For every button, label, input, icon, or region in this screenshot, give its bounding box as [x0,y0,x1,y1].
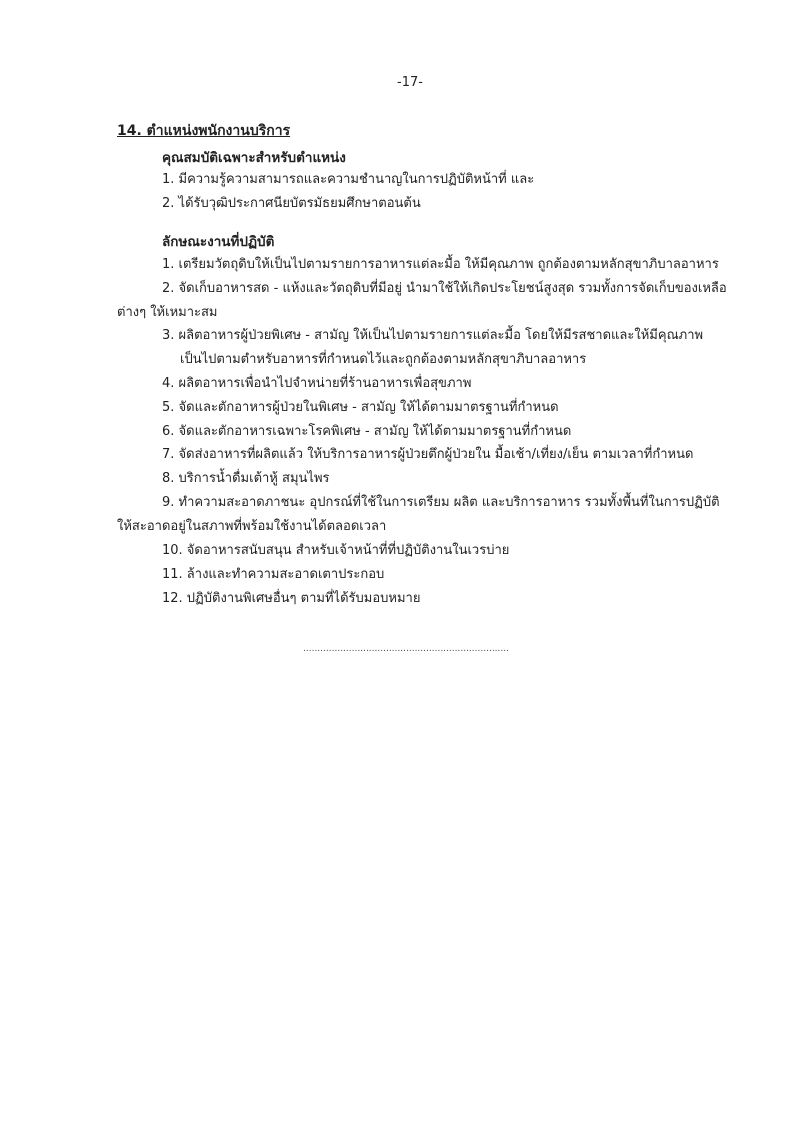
page-number: -17- [397,75,423,90]
end-divider: ........................................................................ [303,644,509,654]
duty-item: 12. ปฏิบัติงานพิเศษอื่นๆ ตามที่ได้รับมอบหมาย [162,591,421,606]
duty-item-continuation: ให้สะอาดอยู่ในสภาพที่พร้อมใช้งานได้ตลอดเวลา [117,519,387,534]
duty-item-continuation: เป็นไปตามตำหรับอาหารที่กำหนดไว้และถูกต้องตามหลักสุขาภิบาลอาหาร [180,352,587,367]
qualifications-heading: คุณสมบัติเฉพาะสำหรับตำแหน่ง [162,150,346,166]
duty-item: 4. ผลิตอาหารเพื่อนำไปจำหน่ายที่ร้านอาหารเพื่อสุขภาพ [162,376,472,391]
duty-item: 7. จัดส่งอาหารที่ผลิตแล้ว ให้บริการอาหารผู้ป่วยตึกผู้ป่วยใน มื้อเช้า/เที่ยง/เย็น ตามเวลาที่กำหนด [162,447,694,462]
qualification-item: 1. มีความรู้ความสามารถและความชำนาญในการปฏิบัติหน้าที่ และ [162,172,535,187]
duty-item: 8. บริการน้ำดื่มเต้าหู้ สมุนไพร [162,471,330,486]
duty-item-continuation: ต่างๆ ให้เหมาะสม [117,305,218,320]
duty-item: 1. เตรียมวัตถุดิบให้เป็นไปตามรายการอาหารแต่ละมื้อ ให้มีคุณภาพ ถูกต้องตามหลักสุขาภิบาลอาหาร [162,257,719,272]
qualification-item: 2. ได้รับวุฒิประกาศนียบัตรมัธยมศึกษาตอนต้น [162,196,421,211]
duty-item: 3. ผลิตอาหารผู้ป่วยพิเศษ - สามัญ ให้เป็นไปตามรายการแต่ละมื้อ โดยให้มีรสชาดและให้มีคุณภาพ [162,328,704,343]
duty-item: 2. จัดเก็บอาหารสด - แห้งและวัตถุดิบที่มีอยู่ นำมาใช้ให้เกิดประโยชน์สูงสุด รวมทั้งการจัดเก็บของเหลือ [162,281,727,296]
duty-item: 6. จัดและตักอาหารเฉพาะโรคพิเศษ - สามัญ ให้ได้ตามมาตรฐานที่กำหนด [162,424,572,439]
duty-item: 11. ล้างและทำความสะอาดเตาประกอบ [162,567,385,582]
duty-item: 9. ทำความสะอาดภาชนะ อุปกรณ์ที่ใช้ในการเตรียม ผลิต และบริการอาหาร รวมทั้งพื้นที่ในการปฏิบัติ [162,495,720,510]
section-title: 14. ตำแหน่งพนักงานบริการ [117,123,291,139]
duty-item: 10. จัดอาหารสนับสนุน สำหรับเจ้าหน้าที่ที่ปฏิบัติงานในเวรบ่าย [162,543,510,558]
duties-heading: ลักษณะงานที่ปฏิบัติ [162,234,275,250]
duty-item: 5. จัดและตักอาหารผู้ป่วยในพิเศษ - สามัญ ให้ได้ตามมาตรฐานที่กำหนด [162,400,559,415]
